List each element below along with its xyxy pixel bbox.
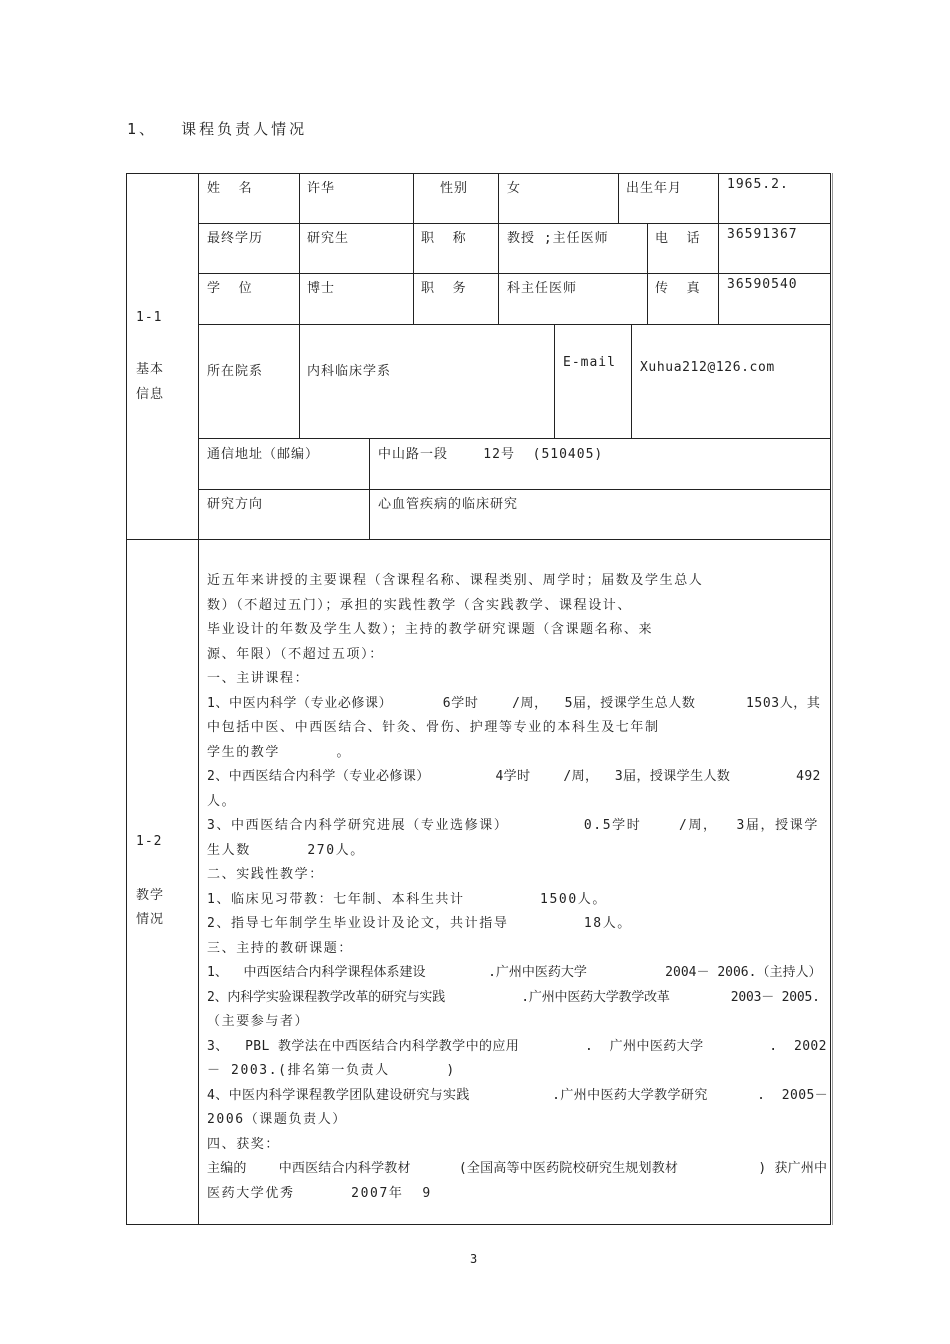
education-value: 研究生 (307, 231, 350, 246)
teaching-line: 2、内科学实验课程教学改革的研究与实践 .广州中医药大学教学改革 2003－ 2005. (207, 990, 820, 1005)
address-label: 通信地址（邮编） (207, 447, 320, 462)
teaching-line: 4、中医内科学课程教学团队建设研究与实践 .广州中医药大学教学研究 . 2005－ (207, 1088, 829, 1103)
department-label: 所在院系 (207, 364, 264, 379)
teaching-line: 近五年来讲授的主要课程（含课程名称、课程类别、周学时；届数及学生总人 (207, 573, 704, 588)
fax-value: 36590540 (727, 277, 798, 292)
section-heading: 1、 课程负责人情况 (127, 120, 308, 138)
research-label: 研究方向 (207, 497, 264, 512)
section-1-number: 1-1 (136, 310, 163, 325)
teaching-line: 源、年限）（不超过五项）： (207, 647, 384, 662)
degree-value: 博士 (307, 281, 336, 296)
email-label: E-mail (563, 355, 616, 370)
section-1-title-bottom: 信息 (136, 387, 165, 402)
teaching-line: 2、指导七年制学生毕业设计及论文，共计指导 18人。 (207, 916, 632, 931)
teaching-line: － 2003.(排名第一负责人 ) (207, 1063, 456, 1078)
teaching-line: 1、临床见习带教：七年制、本科生共计 1500人。 (207, 892, 607, 907)
teaching-line: 中包括中医、中西医结合、针灸、骨伤、护理等专业的本科生及七年制 (207, 720, 660, 735)
teaching-line: （主要参与者） (207, 1014, 310, 1029)
teaching-line: 1、中医内科学（专业必修课） 6学时 /周， 5届，授课学生总人数 1503人，其 (207, 696, 821, 711)
name-value: 许华 (307, 181, 336, 196)
position-label: 职 务 (421, 281, 467, 296)
teaching-line: 医药大学优秀 2007年 9 (207, 1186, 432, 1201)
degree-label: 学 位 (207, 281, 253, 296)
teaching-line: 1、 中西医结合内科学课程体系建设 .广州中医药大学 2004－ 2006.（主持人） (207, 965, 822, 980)
email-value: Xuhua212@126.com (640, 360, 775, 375)
department-value: 内科临床学系 (307, 364, 392, 379)
phone-label: 电 话 (655, 231, 701, 246)
education-label: 最终学历 (207, 231, 264, 246)
position-value: 科主任医师 (507, 281, 578, 296)
section-2-title-top: 教学 (136, 888, 165, 903)
teaching-line: 学生的教学 。 (207, 745, 352, 760)
teaching-line: 四、获奖： (207, 1137, 281, 1152)
section-1-title-top: 基本 (136, 362, 165, 377)
section-2-title-bottom: 情况 (136, 912, 165, 927)
teaching-line: 主编的 中西医结合内科学教材 (全国高等中医药院校研究生规划教材 ) 获广州中 (207, 1161, 828, 1176)
address-value: 中山路一段 12号 (510405) (378, 447, 604, 462)
phone-value: 36591367 (727, 227, 798, 242)
gender-label: 性别 (440, 181, 469, 196)
teaching-line: 3、 PBL 教学法在中西医结合内科学教学中的应用 . 广州中医药大学 . 2002 (207, 1039, 827, 1054)
gender-value: 女 (507, 181, 522, 196)
teaching-line: 生人数 270人。 (207, 843, 365, 858)
teaching-line: 2、中西医结合内科学（专业必修课） 4学时 /周， 3届，授课学生人数 492 (207, 769, 821, 784)
title-value: 教授 ;主任医师 (507, 231, 609, 246)
name-label: 姓 名 (207, 181, 253, 196)
research-value: 心血管疾病的临床研究 (378, 497, 519, 512)
teaching-line: 2006（课题负责人） (207, 1112, 347, 1127)
birth-label: 出生年月 (626, 181, 683, 196)
teaching-line: 人。 (207, 794, 237, 809)
birth-value: 1965.2. (727, 177, 789, 192)
teaching-line: 三、主持的教研课题： (207, 941, 354, 956)
section-2-number: 1-2 (136, 834, 163, 849)
teaching-line: 3、中西医结合内科学研究进展（专业选修课） 0.5学时 /周， 3届，授课学 (207, 818, 819, 833)
teaching-line: 一、主讲课程： (207, 671, 310, 686)
teaching-line: 毕业设计的年数及学生人数）；主持的教学研究课题（含课题名称、来 (207, 622, 654, 637)
page-number: 3 (470, 1252, 478, 1266)
title-label: 职 称 (421, 231, 467, 246)
teaching-line: 二、实践性教学： (207, 867, 324, 882)
teaching-line: 数）（不超过五门）；承担的实践性教学（含实践教学、课程设计、 (207, 598, 633, 613)
fax-label: 传 真 (655, 281, 701, 296)
